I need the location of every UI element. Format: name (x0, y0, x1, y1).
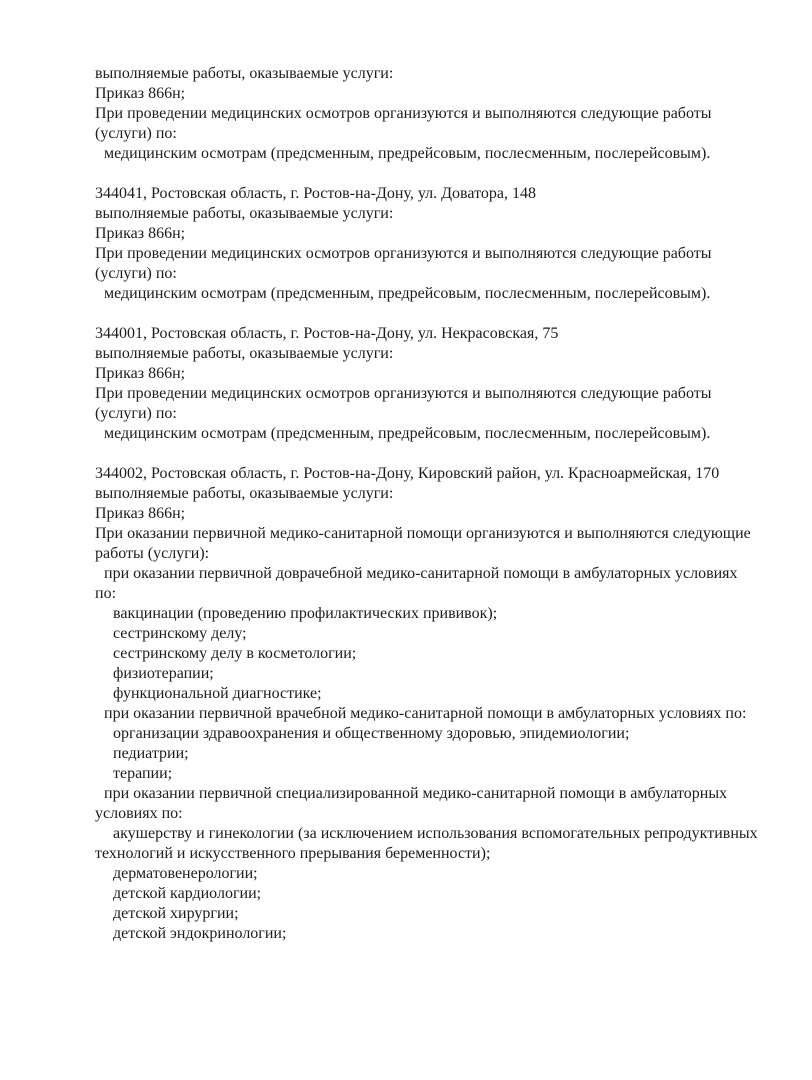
document-line: вакцинации (проведению профилактических прививок); (113, 605, 498, 622)
document-line: по: (95, 585, 117, 602)
document-line: детской хирургии; (113, 905, 239, 922)
document-line: условиях по: (95, 805, 183, 822)
document-line: (услуги) по: (95, 125, 177, 142)
document-line: выполняемые работы, оказываемые услуги: (95, 205, 394, 222)
document-line: организации здравоохранения и общественному здоровью, эпидемиологии; (113, 725, 630, 742)
document-line: 344041, Ростовская область, г. Ростов-на-Дону, ул. Доватора, 148 (95, 185, 536, 202)
document-line: выполняемые работы, оказываемые услуги: (95, 345, 394, 362)
document-line: физиотерапии; (113, 665, 214, 682)
document-line: При проведении медицинских осмотров организуются и выполняются следующие работы (95, 245, 712, 262)
address-block-dovatora-148 (95, 184, 795, 304)
document-line: медицинским осмотрам (предсменным, предрейсовым, послесменным, послерейсовым). (104, 285, 711, 302)
document-line: при оказании первичной доврачебной медико-санитарной помощи в амбулаторных условиях (104, 565, 738, 582)
document-line: сестринскому делу в косметологии; (113, 645, 357, 662)
document-line: (услуги) по: (95, 405, 177, 422)
services-block-continued (95, 64, 795, 164)
document-line: сестринскому делу; (113, 625, 247, 642)
document-line: медицинским осмотрам (предсменным, предрейсовым, послесменным, послерейсовым). (104, 145, 711, 162)
document-line: При проведении медицинских осмотров организуются и выполняются следующие работы (95, 385, 712, 402)
document-line: работы (услуги): (95, 545, 210, 562)
document-line: Приказ 866н; (95, 505, 186, 522)
address-block-nekrasovskaya-75 (95, 324, 795, 444)
document-line: выполняемые работы, оказываемые услуги: (95, 485, 394, 502)
document-line: технологий и искусственного прерывания беременности); (95, 845, 491, 862)
document-line: При проведении медицинских осмотров организуются и выполняются следующие работы (95, 105, 712, 122)
document-line: Приказ 866н; (95, 85, 186, 102)
document-line: дерматовенерологии; (113, 865, 258, 882)
document-line: (услуги) по: (95, 265, 177, 282)
document-line: детской эндокринологии; (113, 925, 287, 942)
document-line: детской кардиологии; (113, 885, 262, 902)
document-line: акушерству и гинекологии (за исключением использования вспомогательных репродуктивных (113, 825, 758, 842)
license-document-text (95, 64, 795, 944)
document-line: функциональной диагностике; (113, 685, 322, 702)
document-line: 344002, Ростовская область, г. Ростов-на-Дону, Кировский район, ул. Красноармейская, 170 (95, 465, 720, 482)
document-line: 344001, Ростовская область, г. Ростов-на-Дону, ул. Некрасовская, 75 (95, 325, 559, 342)
document-line: медицинским осмотрам (предсменным, предрейсовым, послесменным, послерейсовым). (104, 425, 711, 442)
document-line: выполняемые работы, оказываемые услуги: (95, 65, 394, 82)
document-line: Приказ 866н; (95, 365, 186, 382)
document-line: При оказании первичной медико-санитарной помощи организуются и выполняются следующие (95, 525, 751, 542)
address-block-krasnoarmeyskaya-170 (95, 464, 795, 944)
document-line: при оказании первичной специализированной медико-санитарной помощи в амбулаторных (104, 785, 728, 802)
document-line: педиатрии; (113, 745, 189, 762)
document-line: при оказании первичной врачебной медико-санитарной помощи в амбулаторных условиях по: (104, 705, 747, 722)
document-line: Приказ 866н; (95, 225, 186, 242)
document-line: терапии; (113, 765, 173, 782)
